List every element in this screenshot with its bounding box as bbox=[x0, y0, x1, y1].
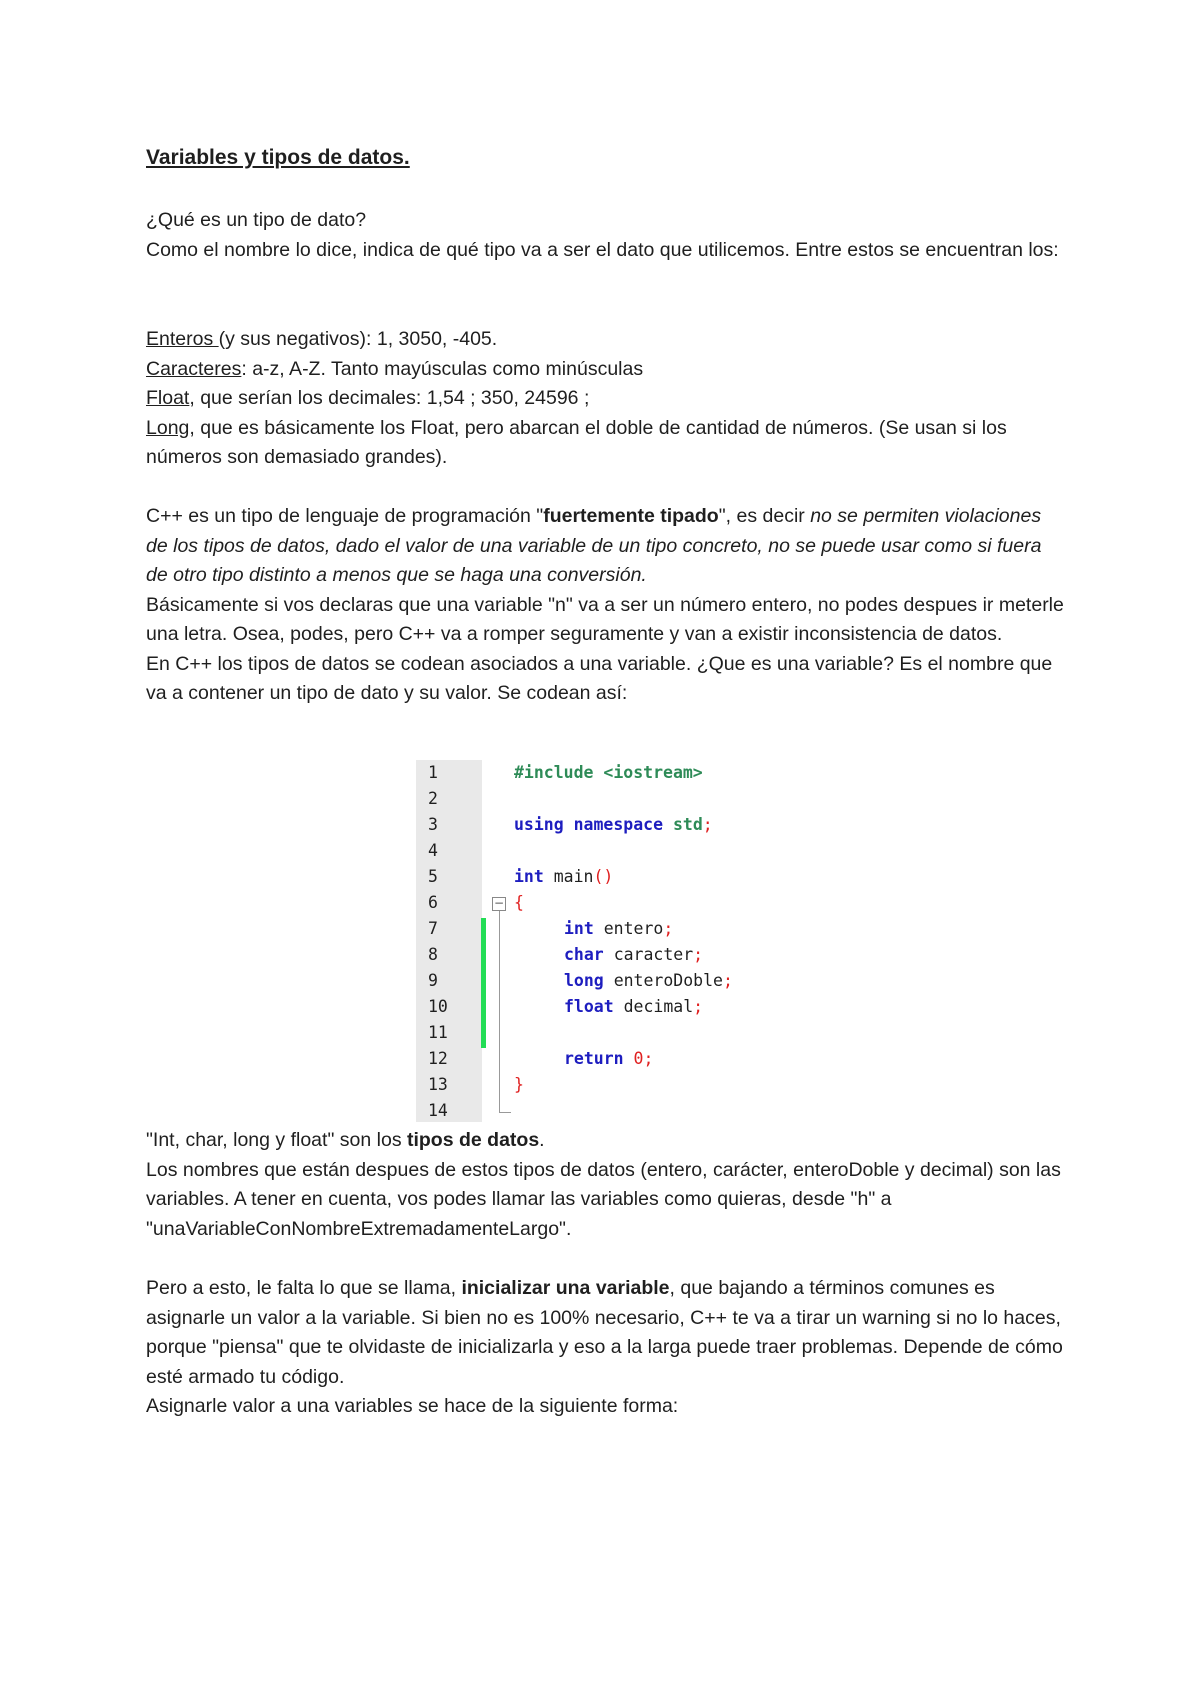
type-term: Enteros bbox=[146, 328, 219, 350]
typed-paragraph-2: Básicamente si vos declaras que una variable "n" va a ser un número entero, no podes despues ir meterle una letra. Osea, podes, pero C++ va a romper seguramente y van a existir inconsistencia de datos. bbox=[146, 593, 1064, 645]
intro-answer: Como el nombre lo dice, indica de qué tipo va a ser el dato que utilicemos. Entre estos se encuentran los: bbox=[146, 238, 1059, 261]
after-section bbox=[146, 1126, 1066, 1244]
type-desc: , que es básicamente los Float, pero abarcan el doble de cantidad de números. (Se usan si los números son demasiado grandes). bbox=[146, 416, 1007, 468]
init-section bbox=[146, 1274, 1066, 1422]
code-line: 8 char caracter; bbox=[416, 942, 796, 968]
line-number: 2 bbox=[428, 789, 438, 808]
line-number: 5 bbox=[428, 867, 438, 886]
type-desc: : a-z, A-Z. Tanto mayúsculas como minúsculas bbox=[241, 357, 644, 380]
include-directive: #include <iostream> bbox=[514, 763, 703, 782]
code-line: 5 int main() bbox=[416, 864, 796, 890]
types-list bbox=[146, 325, 1066, 473]
code-snippet bbox=[416, 760, 796, 1122]
code-line: 6 { bbox=[416, 890, 796, 916]
code-line: 9 long enteroDoble; bbox=[416, 968, 796, 994]
code-line: 10 float decimal; bbox=[416, 994, 796, 1020]
type-term: Long bbox=[146, 416, 190, 439]
code-line bbox=[416, 838, 796, 864]
code-line: 3 using namespace std; bbox=[416, 812, 796, 838]
intro-section bbox=[146, 206, 1066, 265]
line-number: 8 bbox=[428, 945, 438, 964]
code-line: 7 int entero; bbox=[416, 916, 796, 942]
line-number: 3 bbox=[428, 815, 438, 834]
line-number: 10 bbox=[428, 997, 448, 1016]
line-number: 1 bbox=[428, 763, 438, 782]
fold-guide-line bbox=[499, 911, 500, 1113]
init-paragraph-2: Asignarle valor a una variables se hace de la siguiente forma: bbox=[146, 1395, 679, 1417]
line-number: 11 bbox=[428, 1023, 448, 1042]
line-number: 14 bbox=[428, 1101, 448, 1120]
code-line bbox=[416, 760, 796, 786]
type-desc: , que serían los decimales: 1,54 ; 350, 24596 ; bbox=[189, 387, 590, 409]
line-number: 4 bbox=[428, 841, 438, 860]
type-item-long bbox=[146, 414, 1066, 473]
type-item-enteros bbox=[146, 325, 1066, 355]
code-line bbox=[416, 1098, 796, 1124]
line-number: 9 bbox=[428, 971, 438, 990]
line-number: 7 bbox=[428, 919, 438, 938]
fold-guide-end bbox=[499, 1112, 511, 1113]
code-line bbox=[416, 1020, 796, 1046]
typed-section bbox=[146, 502, 1066, 709]
type-desc: (y sus negativos): 1, 3050, -405. bbox=[218, 328, 498, 350]
after-paragraph-2: Los nombres que están despues de estos tipos de datos (entero, carácter, enteroDoble y decimal) son las variables. A tener en cuenta, vos podes llamar las variables como quieras, desde "h" a "unaVariableConNombreExtremadamenteLargo". bbox=[146, 1158, 1061, 1240]
line-number: 12 bbox=[428, 1049, 448, 1068]
after-paragraph-1: "Int, char, long y float" son los tipos de datos. bbox=[146, 1129, 545, 1151]
type-term: Caracteres bbox=[146, 357, 242, 380]
line-number: 13 bbox=[428, 1075, 448, 1094]
typed-paragraph: C++ es un tipo de lenguaje de programación "fuertemente tipado", es decir no se permiten violaciones de los tipos de datos, dado el valor de una variable de un tipo concreto, no se puede usar como si fuera de otro tipo distinto a menos que se haga una conversión. bbox=[146, 505, 1042, 586]
type-term: Float bbox=[146, 387, 190, 409]
changed-lines-marker bbox=[481, 918, 486, 1048]
code-line bbox=[416, 786, 796, 812]
typed-paragraph-3: En C++ los tipos de datos se codean asociados a una variable. ¿Que es una variable? Es el nombre que va a contener un tipo de dato y su valor. Se codean así: bbox=[146, 652, 1053, 704]
fold-collapse-icon[interactable]: − bbox=[493, 896, 505, 910]
intro-question: ¿Qué es un tipo de dato? bbox=[146, 209, 367, 231]
code-line: 13 } bbox=[416, 1072, 796, 1098]
type-item-float bbox=[146, 384, 1066, 414]
document-title: Variables y tipos de datos. bbox=[146, 146, 410, 169]
init-paragraph: Pero a esto, le falta lo que se llama, inicializar una variable, que bajando a términos comunes es asignarle un valor a la variable. Si bien no es 100% necesario, C++ te va a tirar un warning si no lo haces, porque "piensa" que te olvidaste de inicializarla y eso a la larga puede traer problemas. Depende de cómo esté armado tu código. bbox=[146, 1277, 1063, 1388]
code-line: 12 return 0; bbox=[416, 1046, 796, 1072]
typed-italic: no se permiten violaciones de los tipos de datos, dado el valor de una variable de un tipo concreto, no se puede usar como si fuera de otro tipo distinto a menos que se haga una conversión. bbox=[146, 505, 1042, 586]
type-item-caracteres bbox=[146, 355, 1066, 385]
typed-bold: fuertemente tipado bbox=[543, 505, 719, 527]
line-number: 6 bbox=[428, 893, 438, 912]
